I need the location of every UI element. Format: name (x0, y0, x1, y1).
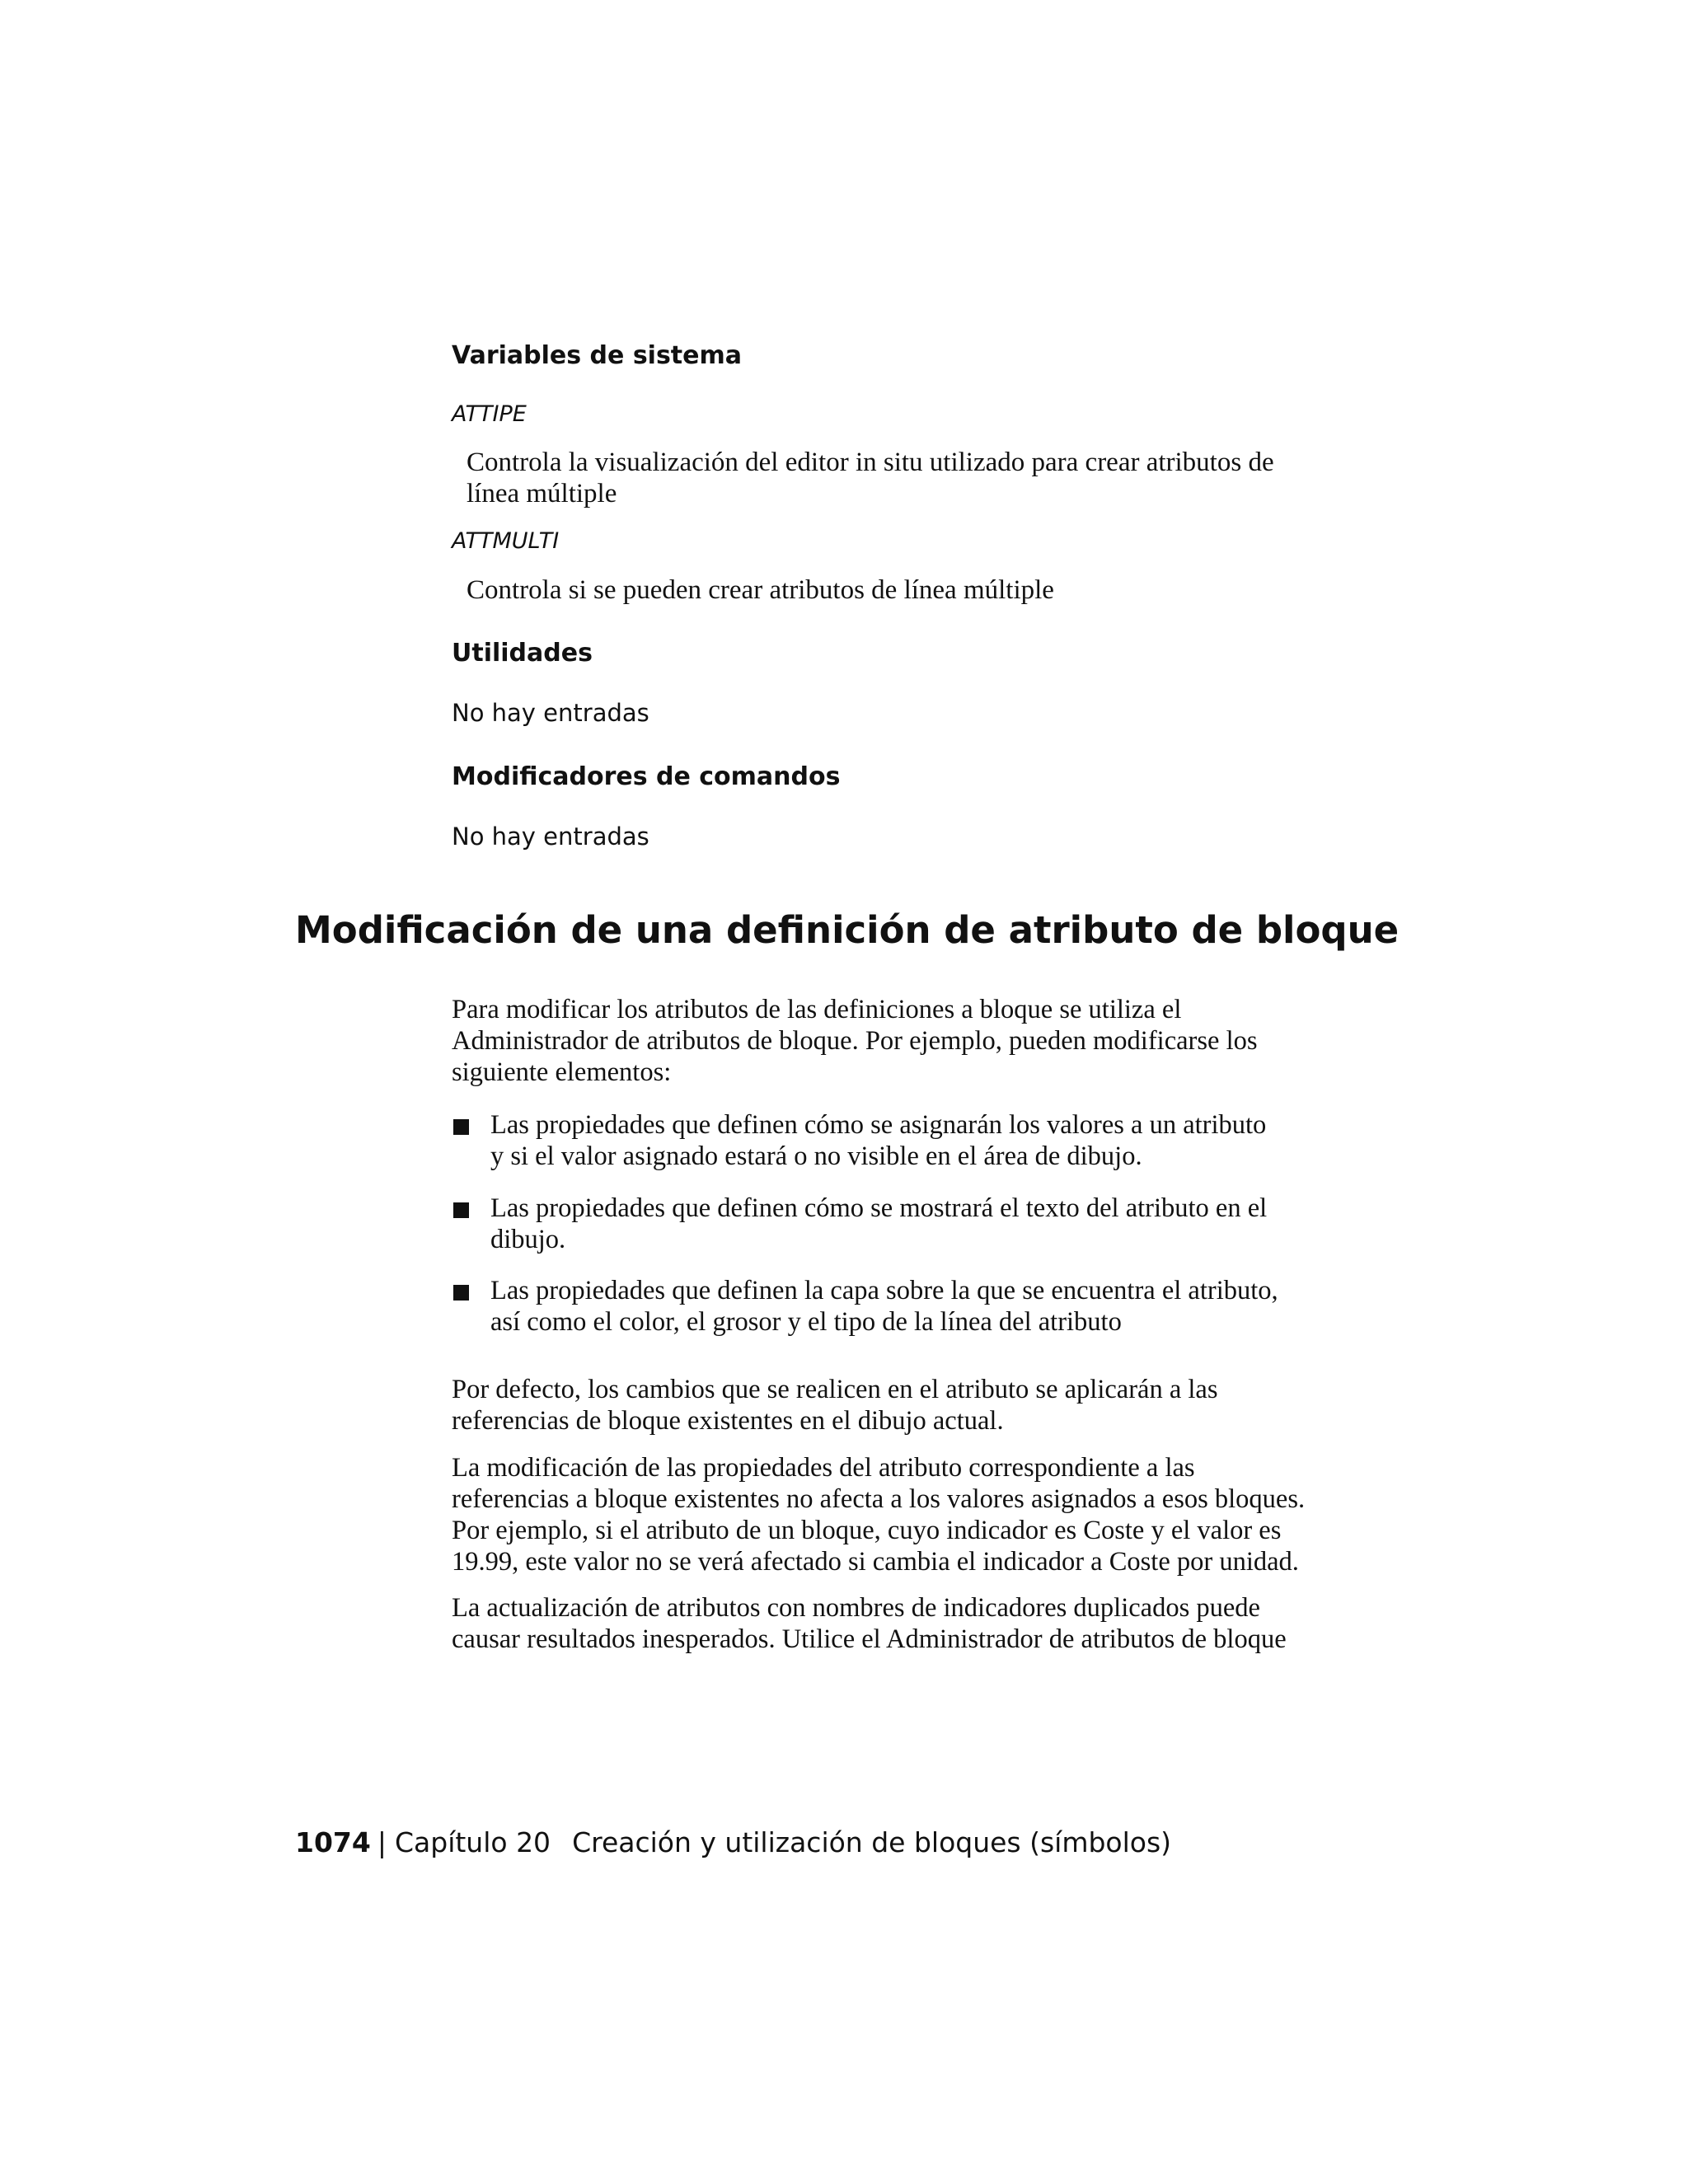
square-bullet-icon (453, 1119, 469, 1135)
text-line: Administrador de atributos de bloque. Por ejemplo, pueden modificarse los (452, 1026, 1258, 1056)
footer-separator: | (377, 1826, 387, 1858)
section-heading-command-modifiers: Modificadores de comandos (452, 762, 841, 791)
chapter-label: Capítulo 20 (394, 1826, 551, 1858)
page-title: Modificación de una definición de atributo de bloque (295, 908, 1400, 952)
command-modifiers-text: No hay entradas (452, 823, 649, 851)
text-line: causar resultados inesperados. Utilice el Administrador de atributos de bloque (452, 1624, 1287, 1654)
text-line: La modificación de las propiedades del atributo correspondiente a las (452, 1453, 1195, 1483)
text-line: Por defecto, los cambios que se realicen en el atributo se aplicarán a las (452, 1375, 1218, 1404)
term-attipe: ATTIPE (452, 401, 527, 427)
text-line: y si el valor asignado estará o no visible en el área de dibujo. (490, 1141, 1142, 1171)
text-line: dibujo. (490, 1225, 566, 1254)
square-bullet-icon (453, 1202, 469, 1218)
text-line: Las propiedades que definen cómo se asignarán los valores a un atributo (490, 1110, 1267, 1140)
text-line: Controla si se pueden crear atributos de línea múltiple (467, 575, 1054, 605)
text-line: siguiente elementos: (452, 1057, 672, 1087)
page-number: 1074 (295, 1826, 371, 1858)
text-line: referencias de bloque existentes en el dibujo actual. (452, 1406, 1004, 1436)
text-line: línea múltiple (467, 479, 617, 509)
term-attmulti-description (467, 574, 1340, 606)
text-line: Las propiedades que definen cómo se mostrará el texto del atributo en el (490, 1193, 1268, 1223)
text-line: Por ejemplo, si el atributo de un bloque, cuyo indicador es Coste y el valor es (452, 1516, 1282, 1545)
body-paragraph (452, 1592, 1346, 1655)
list-item-text (490, 1109, 1348, 1172)
text-line: 19.99, este valor no se verá afectado si cambia el indicador a Coste por unidad. (452, 1547, 1299, 1577)
text-line: referencias a bloque existentes no afecta a los valores asignados a esos bloques. (452, 1484, 1306, 1514)
page-footer (295, 1826, 1171, 1859)
text-line: Las propiedades que definen la capa sobre la que se encuentra el atributo, (490, 1276, 1278, 1305)
body-paragraph (452, 1452, 1346, 1577)
list-item-text (490, 1275, 1348, 1338)
section-heading-utilities: Utilidades (452, 639, 593, 668)
text-line: Para modificar los atributos de las definiciones a bloque se utiliza el (452, 995, 1182, 1024)
text-line: Controla la visualización del editor in situ utilizado para crear atributos de (467, 448, 1274, 477)
term-attmulti: ATTMULTI (452, 528, 560, 554)
term-attipe-description (467, 447, 1340, 509)
utilities-text: No hay entradas (452, 699, 649, 727)
body-paragraph (452, 1374, 1346, 1436)
text-line: así como el color, el grosor y el tipo de la línea del atributo (490, 1307, 1122, 1337)
chapter-title: Creación y utilización de bloques (símbolos) (572, 1826, 1172, 1858)
list-item-text (490, 1193, 1348, 1255)
text-line: La actualización de atributos con nombres de indicadores duplicados puede (452, 1593, 1260, 1623)
section-heading-system-variables: Variables de sistema (452, 341, 743, 370)
intro-paragraph (452, 994, 1346, 1088)
square-bullet-icon (453, 1285, 469, 1301)
